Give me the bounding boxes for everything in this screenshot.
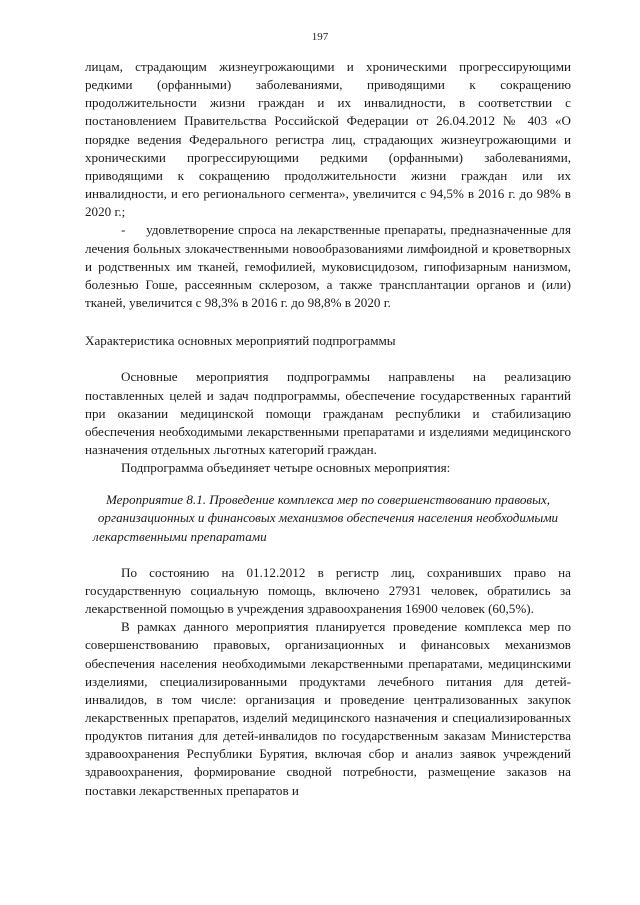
document-body [85, 58, 571, 800]
registry-paragraph: По состоянию на 01.12.2012 в регистр лиц, сохранивших право на государственную социальную помощь, включено 27931 человек, обратились за лекарственной помощью в учреждения здравоохранения 16900 человек (60,5%). [85, 564, 571, 617]
framework-paragraph: В рамках данного мероприятия планируется проведение комплекса мер по совершенствованию правовых, организационных и финансовых механизмов обеспечения населения необходимыми лекарственными препаратами, медицинскими изделиями, специализированными продуктами лечебного питания для детей-инвалидов, в том числе: организация и проведение централизованных закупок лекарственных препаратов, изделий медицинского назначения и специализированных продуктов питания для детей-инвалидов по государственным заказам Министерства здравоохранения Республики Бурятия, включая сбор и анализ заявок учреждений здравоохранения, формирование сводной потребности, размещение заказов на поставки лекарственных препаратов и [85, 619, 571, 798]
dash-list-item: - удовлетворение спроса на лекарственные препараты, предназначенные для лечения больных злокачественными новообразованиями лимфоидной и кроветворных и родственных им тканей, гемофилией, муковисцидозом, гипофизарным нанизмом, болезнью Гоше, рассеянным склерозом, а также трансплантации органов и (или) тканей, увеличится с 98,3% в 2016 г. до 98,8% в 2020 г. [85, 222, 571, 311]
section-heading: Характеристика основных мероприятий подпрограммы [85, 333, 396, 349]
page-number: 197 [311, 31, 329, 43]
subprogram-paragraph: Подпрограмма объединяет четыре основных мероприятия: [121, 460, 451, 476]
intro-paragraph: лицам, страдающим жизнеугрожающими и хроническими прогрессирующими редкими (орфанными) заболеваниями, приводящими к сокращению продолжительности жизни граждан и их инвалидности, в соответствии с постановлением Правительства Российской Федерации от 26.04.2012 № 403 «О порядке ведения Федерального регистра лиц, страдающих жизнеугрожающими и хроническими прогрессирующими редкими (орфанными) заболеваниями, приводящими к сокращению продолжительности жизни граждан или их инвалидности, и его регионального сегмента», увеличится с 94,5% в 2016 г. до 98% в 2020 г.; [85, 59, 571, 220]
main-paragraph: Основные мероприятия подпрограммы направлены на реализацию поставленных целей и задач подпрограммы, обеспечение государственных гарантий при оказании медицинской помощи гражданам республики и стабилизацию обеспечения необходимыми лекарственными препаратами и изделиями медицинского назначения отдельных льготных категорий граждан. [85, 369, 571, 457]
measure-heading: Мероприятие 8.1. Проведение комплекса мер по совершенствованию правовых, организационных и финансовых механизмов обеспечения населения необходимыми лекарственными препаратами [93, 492, 559, 544]
